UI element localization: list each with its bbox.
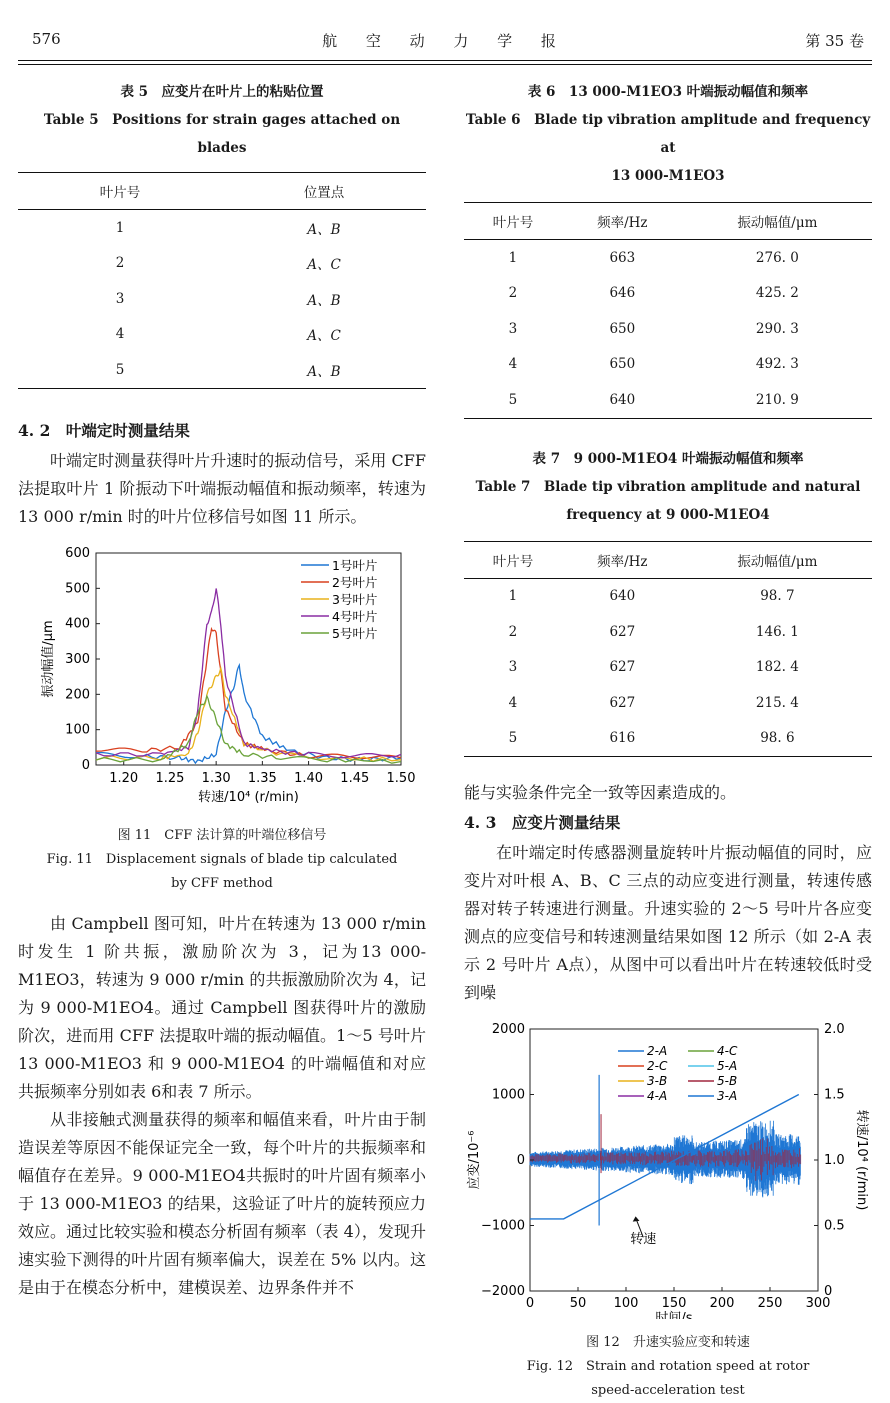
- cell: 4: [508, 694, 518, 711]
- x-tick-label: 250: [757, 1296, 783, 1311]
- y-axis-label: 应变/10⁻⁶: [467, 1130, 482, 1190]
- y2-tick-label: 1.5: [824, 1087, 845, 1103]
- table6-head-amplitude: 振动幅值/μm: [683, 203, 872, 240]
- x-tick-label: 50: [569, 1296, 587, 1311]
- y-tick-label: 500: [65, 580, 90, 596]
- x-tick-label: 0: [525, 1296, 535, 1311]
- cell: 1: [508, 588, 518, 605]
- x-tick-label: 1.25: [155, 770, 185, 786]
- table-row: [18, 246, 426, 282]
- table7: [464, 541, 872, 758]
- cell: 4: [508, 356, 518, 373]
- x-tick-label: 200: [709, 1296, 735, 1311]
- journal-title: 航 空 动 力 学 报: [322, 32, 568, 50]
- cell: 3: [508, 659, 518, 676]
- y2-tick-label: 0.5: [824, 1218, 845, 1234]
- legend-label: 5-A: [717, 1059, 738, 1073]
- x-tick-label: 100: [613, 1296, 639, 1311]
- cell: 4: [115, 326, 125, 343]
- table6-head-frequency: 频率/Hz: [562, 203, 683, 240]
- legend-label: 2号叶片: [332, 574, 378, 590]
- cell: 5: [115, 361, 125, 378]
- paragraph: 在叶端定时传感器测量旋转叶片振动幅值的同时，应变片对叶根 A、B、C 三点的动应变进行测量，转速传感器对转子转速进行测量。升速实验的 2～5 号叶片各应变测点的应变信号和转速测量结果如图 12 所示（如 2-A 表示 2 号叶片 A点），从图中可以看出叶片在转速较低时受到噪: [464, 843, 872, 1002]
- header-rule-thin: [18, 64, 872, 65]
- cell: A、B: [307, 221, 341, 238]
- x-tick-label: 1.35: [247, 770, 277, 786]
- table7-head-frequency: 频率/Hz: [562, 541, 683, 578]
- y-axis-label: 振动幅值/μm: [41, 619, 56, 698]
- fig11-caption-en-2: by CFF method: [171, 875, 273, 891]
- table7-head-blade: 叶片号: [464, 541, 562, 578]
- legend-label: 5号叶片: [332, 625, 378, 641]
- cell: 98. 6: [760, 730, 795, 747]
- fig11-chart: [18, 545, 426, 810]
- table-row: [464, 721, 872, 757]
- table-row: [464, 685, 872, 721]
- cell: 616: [609, 730, 636, 747]
- legend-label: 2-A: [647, 1044, 668, 1058]
- paragraph: 叶端定时测量获得叶片升速时的振动信号，采用 CFF 法提取叶片 1 阶振动下叶端振动幅值和振动频率，转速为 13 000 r/min 时的叶片位移信号如图 11 所示。: [18, 450, 426, 526]
- cell: 627: [609, 623, 636, 640]
- legend-label: 2-C: [647, 1059, 668, 1073]
- cell: A、C: [307, 257, 341, 274]
- cell: 627: [609, 659, 636, 676]
- cell: A、C: [307, 328, 341, 345]
- cell: 640: [609, 588, 636, 605]
- y2-tick-label: 0: [824, 1284, 833, 1299]
- cell: 663: [609, 249, 636, 266]
- cell: 2: [115, 255, 125, 272]
- cell: A、B: [307, 292, 341, 309]
- cell: 182. 4: [755, 659, 799, 676]
- x-tick-label: 1.40: [294, 770, 324, 786]
- cell: 1: [508, 249, 518, 266]
- legend-label: 4号叶片: [332, 608, 378, 624]
- table6-caption-cn: 表 6 13 000-M1EO3 叶端振动幅值和频率: [527, 84, 809, 100]
- table5-head-position: 位置点: [222, 173, 426, 210]
- legend-label: 3-A: [717, 1089, 738, 1103]
- table6-caption-en: Table 6 Blade tip vibration amplitude and frequency at: [465, 112, 871, 156]
- cell: 210. 9: [755, 391, 799, 408]
- x-tick-label: 1.50: [386, 770, 416, 786]
- table-row: [18, 210, 426, 246]
- cell: A、B: [307, 363, 341, 380]
- cell: 425. 2: [755, 285, 799, 302]
- x-axis-label: 转速/10⁴ (r/min): [198, 789, 299, 805]
- fig11-caption-cn: 图 11 CFF 法计算的叶端位移信号: [117, 827, 327, 843]
- y-tick-label: 400: [65, 616, 90, 632]
- cell: 3: [115, 290, 125, 307]
- fig12-chart: [464, 1019, 872, 1319]
- table7-caption-cn: 表 7 9 000-M1EO4 叶端振动幅值和频率: [532, 450, 804, 467]
- cell: 650: [609, 356, 636, 373]
- cell: 646: [609, 285, 636, 302]
- table-row: [18, 317, 426, 353]
- table6: [464, 202, 872, 419]
- y-tick-label: 300: [65, 651, 90, 667]
- figure-11: [18, 545, 426, 814]
- x-tick-label: 1.30: [201, 770, 231, 786]
- cell: 146. 1: [755, 623, 799, 640]
- cell: 276. 0: [755, 249, 799, 266]
- running-header: [18, 28, 872, 58]
- cell: 5: [508, 391, 518, 408]
- cell: 3: [508, 320, 518, 337]
- table5-caption-en: Table 5 Positions for strain gages attached on blades: [43, 112, 401, 156]
- y-tick-label: −1000: [481, 1218, 525, 1234]
- fig12-caption-en-2: speed-acceleration test: [591, 1383, 745, 1398]
- x-tick-label: 1.45: [340, 770, 370, 786]
- x-tick-label: 1.20: [109, 770, 139, 786]
- y-tick-label: 600: [65, 545, 90, 561]
- cell: 2: [508, 285, 518, 302]
- table6-head-blade: 叶片号: [464, 203, 562, 240]
- x-tick-label: 150: [661, 1296, 687, 1311]
- paragraph: 能与实验条件完全一致等因素造成的。: [464, 783, 737, 802]
- table-row: [464, 347, 872, 383]
- y-tick-label: 0: [516, 1153, 525, 1168]
- y2-axis-label: 转速/10⁴ (r/min): [854, 1109, 869, 1211]
- table-row: [464, 614, 872, 650]
- legend-label: 4-A: [647, 1089, 668, 1103]
- cell: 627: [609, 694, 636, 711]
- x-axis-label: 时间/s: [655, 1311, 693, 1319]
- right-column: [464, 70, 872, 1403]
- fig11-caption-en: Fig. 11 Displacement signals of blade tip calculated: [46, 851, 398, 867]
- table-row: [464, 650, 872, 686]
- y-tick-label: −2000: [481, 1284, 525, 1299]
- table7-caption-en-2: frequency at 9 000-M1EO4: [566, 506, 770, 523]
- y-tick-label: 1000: [491, 1087, 525, 1103]
- table5: [18, 172, 426, 389]
- cell: 290. 3: [755, 320, 799, 337]
- legend-label: 5-B: [717, 1074, 738, 1088]
- header-rule: [18, 60, 872, 61]
- table7-head-amplitude: 振动幅值/μm: [683, 541, 872, 578]
- cell: 5: [508, 730, 518, 747]
- figure-12: [464, 1019, 872, 1323]
- table-row: [464, 240, 872, 276]
- legend-label: 4-C: [717, 1044, 738, 1058]
- volume-label: 第 35 卷: [805, 32, 864, 50]
- y2-tick-label: 1.0: [824, 1153, 845, 1168]
- table-row: [18, 352, 426, 388]
- table5-head-blade: 叶片号: [18, 173, 222, 210]
- fig12-caption-en: Fig. 12 Strain and rotation speed at rotor: [526, 1359, 810, 1374]
- page-number: 576: [32, 30, 61, 48]
- cell: 1: [115, 219, 125, 236]
- cell: 650: [609, 320, 636, 337]
- y-tick-label: 0: [81, 757, 90, 773]
- x-tick-label: 300: [805, 1296, 831, 1311]
- cell: 215. 4: [755, 694, 799, 711]
- y-tick-label: 100: [65, 722, 90, 738]
- y-tick-label: 200: [65, 686, 90, 702]
- table-row: [18, 281, 426, 317]
- cell: 492. 3: [755, 356, 799, 373]
- y-tick-label: 2000: [491, 1022, 525, 1037]
- fig12-caption-cn: 图 12 升速实验应变和转速: [586, 1335, 750, 1350]
- table-row: [464, 311, 872, 347]
- table-row: [464, 578, 872, 614]
- section-4-3-title: 4. 3 应变片测量结果: [464, 813, 621, 832]
- table7-caption-en: Table 7 Blade tip vibration amplitude and natural: [475, 478, 861, 495]
- cell: 640: [609, 391, 636, 408]
- left-column: [18, 70, 426, 1302]
- legend-label: 3-B: [647, 1074, 668, 1088]
- table5-caption-cn: 表 5 应变片在叶片上的粘贴位置: [120, 84, 324, 100]
- table-row: [464, 382, 872, 418]
- paragraph: 由 Campbell 图可知，叶片在转速为 13 000 r/min时发生 1 阶共振，激励阶次为 3，记为13 000-M1EO3，转速为 9 000 r/min 的共振激励阶次为 4，记为 9 000-M1EO4。通过 Campbell 图获得叶片的激励阶次，进而用 CFF 法提取叶端的振动幅值。1～5 号叶片 13 000-M1EO3 和 9 000-M1EO4 的叶端幅值和对应共振频率分别如表 6和表 7 所示。: [18, 913, 426, 1101]
- cell: 98. 7: [760, 588, 795, 605]
- annotation-label: 转速: [630, 1232, 657, 1248]
- legend-label: 3号叶片: [332, 591, 378, 607]
- legend-label: 1号叶片: [332, 557, 378, 573]
- table-row: [464, 276, 872, 312]
- paragraph: 从非接触式测量获得的频率和幅值来看，叶片由于制造误差等原因不能保证完全一致，每个叶片的共振频率和幅值存在差异。9 000-M1EO4共振时的叶片固有频率小于 13 000-M1EO3 的结果，这验证了叶片的旋转预应力效应。通过比较实验和模态分析固有频率（表 4），发现升速实验下测得的叶片固有频率偏大，误差在 5% 以内。这是由于在模态分析中，建模误差、边界条件并不: [18, 1109, 426, 1297]
- y2-tick-label: 2.0: [824, 1022, 845, 1037]
- table6-caption-en-2: 13 000-M1EO3: [611, 168, 725, 184]
- cell: 2: [508, 623, 518, 640]
- section-4-2-title: 4. 2 叶端定时测量结果: [18, 420, 190, 440]
